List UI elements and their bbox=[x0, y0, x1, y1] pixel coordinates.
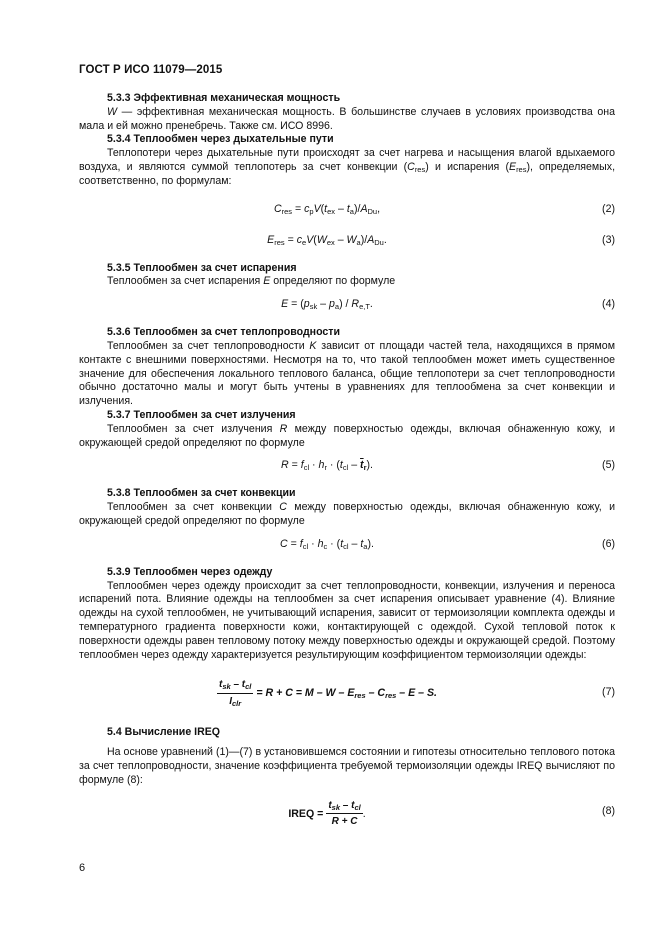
paragraph-5-3-3: W — эффективная механическая мощность. В большинстве случаев в условиях производства она мала и ей можно пренебречь. Также см. ИСО 8996. bbox=[79, 105, 615, 132]
formula-7-number: (7) bbox=[602, 686, 615, 699]
formula-6: $C = f_{cl} \cdot h_c \cdot (t_{cl} - t_a)$. (6) bbox=[280, 537, 615, 551]
page-number: 6 bbox=[79, 862, 86, 874]
heading-5-3-9: 5.3.9 Теплообмен через одежду bbox=[107, 565, 273, 578]
formula-8: IREQ = $\frac{t_{sk} - t_{cl}}{R + C}$ . (8) bbox=[288, 799, 615, 828]
formula-8-number: (8) bbox=[602, 804, 615, 817]
formula-2-number: (2) bbox=[602, 202, 615, 215]
heading-5-3-7: 5.3.7 Теплообмен за счет излучения bbox=[107, 408, 296, 421]
paragraph-5-3-5: Теплообмен за счет испарения E определяют по формуле bbox=[107, 275, 396, 288]
formula-7: $\frac{t_{sk} - t_{cl}}{I_{clr}}$ = $R + C = M - W - E_{res} - C_{res} - E - S$. (7) bbox=[219, 679, 615, 709]
heading-5-3-4: 5.3.4 Теплообмен через дыхательные пути bbox=[107, 133, 334, 146]
page-body bbox=[79, 92, 615, 831]
paragraph-5-3-9: Теплообмен через одежду происходит за счет теплопроводности, конвекции, излучения и переноса испарений пота. Влияние одежды на теплообмен за счет испарения описывает уравнение (4). Влияние одежды на сухой теплообмен, не учитывающий испарения, зависит от термоизоляции комплекта одежды и температурного градиента поверхности кожи, контактирующей с одеждой. Сухой тепловой поток к поверхности одежды равен тепловому потоку между поверхностью одежды и окружающей средой. Поэтому теплообмен через одежду характеризуется результирующим коэффициентом термоизоляции одежды: bbox=[79, 579, 615, 661]
formula-2: $C_{res} = c_pV(t_{ex} - t_a)/A_{Du}$, (2) bbox=[273, 202, 615, 216]
paragraph-5-3-4: Теплопотери через дыхательные пути происходят за счет нагрева и насыщения влагой вдыхаемого воздуха, и являются суммой теплопотерь за счет конвекции $(C_{res})$ и испарения $(E_{res})$, определяемых, соответственно, по формулам: bbox=[79, 147, 616, 187]
formula-4-number: (4) bbox=[602, 298, 615, 311]
paragraph-5-4: На основе уравнений (1)—(7) в установившемся состоянии и гипотезы относительно теплового потока за счет теплопроводности, значение коэффициента требуемой термоизоляции одежды IREQ вычисляют по формуле (8): bbox=[79, 746, 615, 786]
heading-5-3-8: 5.3.8 Теплообмен за счет конвекции bbox=[107, 487, 296, 500]
document-header: ГОСТ Р ИСО 11079—2015 bbox=[79, 64, 223, 76]
heading-5-3-6: 5.3.6 Теплообмен за счет теплопроводности bbox=[107, 326, 340, 339]
formula-3-number: (3) bbox=[602, 233, 615, 246]
paragraph-5-3-6: Теплообмен за счет теплопроводности K зависит от площади частей тела, находящихся в прямом контакте с внешними поверхностями. Несмотря на то, что такой теплообмен может иметь существенное значение для обеспечения локального теплового баланса, общие теплопотери за счет теплопроводности обычно достаточно малы и могут быть учтены в уравнениях для теплообмена за счет конвекции и излучения. bbox=[79, 339, 615, 408]
heading-5-3-3: 5.3.3 Эффективная механическая мощность bbox=[107, 92, 341, 104]
formula-3: $E_{res} = c_eV(W_{ex} - W_a)/A_{Du}$. (3) bbox=[267, 233, 615, 247]
formula-6-number: (6) bbox=[602, 537, 615, 550]
heading-5-3-5: 5.3.5 Теплообмен за счет испарения bbox=[107, 261, 297, 274]
paragraph-5-3-7: Теплообмен за счет излучения R между поверхностью одежды, включая обнаженную кожу, и окружающей средой определяют по формуле bbox=[79, 422, 615, 449]
formula-5: $R = f_{cl} \cdot h_r \cdot (t_{cl} - \overline{t}_r)$. (5) bbox=[281, 459, 615, 473]
formula-5-number: (5) bbox=[602, 459, 615, 472]
formula-4: $E = (p_{sk} - p_a) / R_{e,T}$. (4) bbox=[281, 298, 615, 312]
paragraph-5-3-8: Теплообмен за счет конвекции C между поверхностью одежды, включая обнаженную кожу, и окружающей средой определяют по формуле bbox=[79, 501, 615, 527]
heading-5-4: 5.4 Вычисление IREQ bbox=[107, 726, 221, 739]
